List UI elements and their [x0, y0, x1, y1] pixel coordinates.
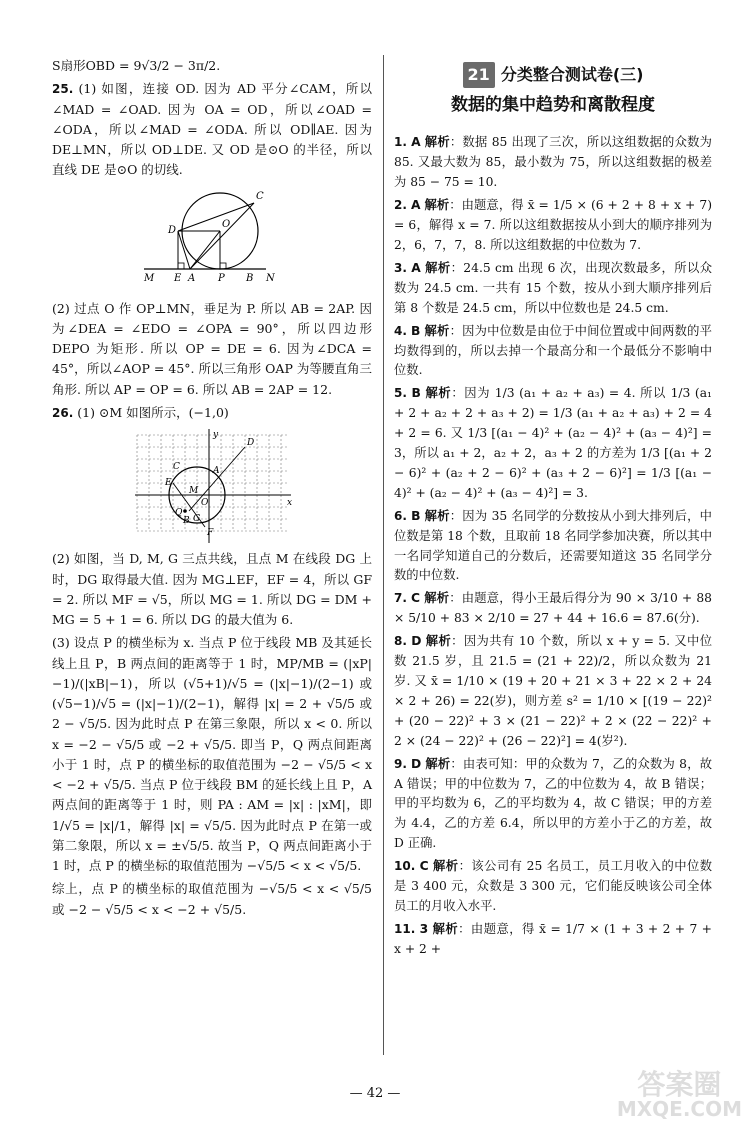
label-c2: C: [173, 462, 180, 473]
watermark-line1: 答案圈: [637, 1068, 722, 1101]
label-d2: D: [247, 438, 255, 449]
analysis-text: ：数据 85 出现了三次，所以这组数据的众数为 85. 又最大数为 85，最小数为 75，所以这组数据的极差为 85 − 75 = 10.: [394, 135, 712, 190]
q26-number: 26.: [52, 405, 74, 420]
answer-choice: A: [410, 198, 421, 213]
answer-list: [394, 133, 712, 959]
q25-number: 25.: [52, 82, 74, 97]
answer-number: 5.: [394, 386, 407, 401]
axis-label-y: y: [213, 430, 219, 441]
label-e: E: [174, 272, 182, 284]
analysis-text: ：由题意，得 x̄ = 1/5 × (6 + 2 + 8 + x + 7) = 6，解得 x = 7. 所以这组数据按从小到大的顺序排列为 2，6，7，7，8. 所以这组数据的中位数为 7.: [394, 198, 712, 252]
analysis-label: 解析: [424, 198, 450, 213]
label-m2: M: [189, 486, 199, 497]
answer-item: [394, 259, 712, 319]
label-d: D: [168, 224, 177, 236]
right-column: [394, 56, 712, 963]
answer-choice: 3: [419, 921, 429, 936]
analysis-label: 解析: [424, 591, 450, 606]
q25-part2: (2) 过点 O 作 OP⊥MN，垂足为 P. 所以 AB = 2AP. 因为∠DEA = ∠EDO = ∠OPA = 90°，所以四边形 DEPO 为矩形. 所以 OP = DE = 6. 因为∠DCA = 45°，所以∠AOP = 45°. 所以三角形 OAP 为等腰直角三角形. 所以 AP = OP = 6. 所以 AB = 2AP = 12.: [52, 300, 372, 397]
q26-part2: (2) 如图，当 D, M, G 三点共线，且点 M 在线段 DG 上时，DG 取得最大值. 因为 MG⊥EF，EF = 4，所以 GF = 2. 所以 MF = √5，所以 MG = 1. 所以 DG = DM + MG = 5 + 1 = 6. 所以 DG 的最大值为 6.: [52, 551, 372, 628]
answer-choice: A: [411, 135, 421, 150]
q25-part1: [52, 79, 372, 180]
q26-part3: (3) 设点 P 的横坐标为 x. 当点 P 位于线段 MB 及其延长线上且 P，B 两点间的距离等于 1 时，MP/MB = (|xP|−1)/(|xB|−1)，所以 (√5+1)/√5 = (|x|−1)/(2−1) 或 (√5−1)/√5 = (|x|−1)/(2−1)，解得 |x| = 2 + √5/5 或 2 − √5/5. 因为此时点 P 在第三象限，所以 x < 0. 所以 x = −2 − √5/5 或 −2 + √5/5. 即当 P，Q 两点间距离小于 1 时，点 P 的横坐标的取值范围为 −2 − √5/5 < x < −2 + √5/5. 当点 P 位于线段 BM 的延长线上且 P，A 两点间的距离等于 1 时，则 PA : AM = |x| : |xM|，即 1/√5 = |x|/1，解得 |x| = √5/5. 因为此时点 P 在第一或第二象限，所以 x = ±√5/5. 故当 P，Q 两点间距离小于 1 时，点 P 的横坐标的取值范围为 −√5/5 < x < √5/5.: [52, 635, 372, 874]
analysis-label: 解析: [425, 756, 451, 771]
analysis-label: 解析: [424, 135, 450, 150]
column-divider: [383, 55, 384, 1055]
q26-part1-text: (1) ⊙M 如图所示，(−1,0): [77, 404, 229, 420]
segment-oa: [190, 231, 220, 269]
answer-choice: B: [411, 386, 421, 401]
analysis-text: ：该公司有 25 名员工，员工月收入的中位数是 3 400 元，众数是 3 300 元，它们能反映该公司全体员工的月收入水平.: [394, 859, 712, 913]
analysis-text: ：因为 35 名同学的分数按从小到大排列后，中位数是第 18 个数，且取前 18 名同学参加决赛，所以其中一名同学知道自己的分数后，还需要知道这 35 名同学分数的中位数.: [394, 508, 712, 583]
label-p: P: [218, 272, 225, 284]
point-q: [183, 510, 187, 514]
answer-choice: C: [411, 591, 421, 606]
answer-choice: C: [419, 859, 429, 874]
answer-item: [394, 133, 712, 193]
circle-tangent-figure: [142, 185, 282, 295]
answer-number: 4.: [394, 323, 407, 338]
section-header: [394, 62, 712, 119]
right-angle-e: [178, 263, 184, 269]
label-f2: F: [207, 528, 214, 539]
segment-ca: [190, 203, 254, 269]
label-o: O: [222, 218, 231, 230]
analysis-label: 解析: [432, 921, 459, 936]
label-o2: O: [201, 498, 209, 509]
label-b: B: [246, 272, 254, 284]
answer-item: [394, 920, 712, 960]
answer-number: 10.: [394, 859, 416, 874]
label-m: M: [144, 272, 155, 284]
label-e2: E: [165, 478, 172, 489]
analysis-label: 解析: [425, 634, 452, 649]
analysis-text: ：24.5 cm 出现 6 次，出现次数最多，所以众数为 24.5 cm. 一共有 15 个数，按从小到大顺序排列后第 8 个数是 24.5 cm，所以中位数也是 24.5 cm.: [394, 260, 712, 315]
segment-dc: [178, 203, 254, 231]
sector-area-line: S扇形OBD = 9√3/2 − 3π/2.: [52, 58, 221, 73]
answer-choice: A: [411, 260, 421, 275]
answer-item: [394, 632, 712, 751]
label-a: A: [188, 272, 196, 284]
analysis-text: ：因为中位数是由位于中间位置或中间两数的平均数得到的，所以去掉一个最高分和一个最低分不影响中位数.: [394, 323, 712, 378]
label-a2: A: [213, 466, 220, 477]
watermark-logo: [617, 1070, 742, 1120]
answer-number: 8.: [394, 634, 407, 649]
answer-item: [394, 755, 712, 855]
answer-number: 9.: [394, 756, 407, 771]
answer-number: 2.: [394, 198, 407, 213]
analysis-label: 解析: [424, 508, 450, 523]
answer-item: [394, 196, 712, 256]
q25-part1-text: (1) 如图，连接 OD. 因为 AD 平分∠CAM，所以∠MAD = ∠OAD. 因为 OA = OD，所以∠OAD = ∠ODA，所以∠MAD = ∠ODA. 所以 OD∥AE. 因为 DE⊥MN，所以 OD⊥DE. 又 OD 是⊙O 的半径，所以直线 DE 是⊙O 的切线.: [52, 81, 372, 178]
analysis-text: ：由题意，得 x̄ = 1/7 × (1 + 3 + 2 + 7 + x + 2 +: [394, 921, 712, 956]
watermark-line2: MXQE.COM: [616, 1097, 742, 1121]
answer-item: [394, 384, 712, 503]
analysis-label: 解析: [424, 323, 450, 338]
axis-label-x: x: [287, 498, 293, 509]
answer-item: [394, 589, 712, 629]
test-title: 分类整合测试卷(三): [500, 65, 644, 84]
answer-number: 1.: [394, 135, 407, 150]
test-subtitle: 数据的集中趋势和离散程度: [451, 94, 655, 115]
q26-part1: [52, 403, 372, 423]
coordinate-grid-figure: [127, 427, 297, 545]
label-c: C: [256, 190, 264, 202]
analysis-label: 解析: [433, 859, 459, 874]
analysis-text: ：由题意，得小王最后得分为 90 × 3/10 + 88 × 5/10 + 83 × 2/10 = 27 + 44 + 16.6 = 87.6(分).: [394, 591, 712, 626]
label-g2: G: [193, 514, 201, 525]
answer-item: [394, 857, 712, 917]
label-n: N: [266, 272, 275, 284]
label-b2: B: [183, 516, 190, 527]
analysis-text: ：因为 1/3 (a₁ + a₂ + a₃) = 4. 所以 1/3 (a₁ + 2 + a₂ + 2 + a₃ + 2) = 1/3 (a₁ + a₂ + a₃) + 2 = 4 + 2 = 6. 又 1/3 [(a₁ − 4)² + (a₂ − 4)² + (a₃ − 4)²] = 3，所以 a₁ + 2，a₂ + 2，a₃ + 2 的方差为 1/3 [(a₁ + 2 − 6)² + (a₂ + 2 − 6)² + (a₃ + 2 − 6)²] = 1/3 [(a₁ − 4)² + (a₂ − 4)² + (a₃ − 4)²] = 3.: [394, 386, 712, 500]
answer-choice: D: [411, 634, 422, 649]
answer-item: [394, 322, 712, 382]
left-column: [52, 56, 372, 923]
q26-part4: 综上，点 P 的横坐标的取值范围为 −√5/5 < x < √5/5 或 −2 − √5/5 < x < −2 + √5/5.: [52, 881, 372, 917]
test-number-badge: 21: [463, 62, 495, 88]
answer-choice: B: [411, 508, 421, 523]
section-title-row: [394, 62, 712, 88]
answer-number: 11.: [394, 921, 416, 936]
analysis-text: ：因为共有 10 个数，所以 x + y = 5. 又中位数 21.5 岁，且 21.5 = (21 + 22)/2，所以众数为 21 岁. 又 x̄ = 1/10 × (19 + 20 + 21 × 3 + 22 × 2 + 24 × 2 + 26) = 22(岁)，则方差 s² = 1/10 × [(19 − 22)² + (20 − 22)² + 3 × (21 − 22)² + 2 × (22 − 22)² + 2 × (24 − 22)² + (26 − 22)²] = 4(岁²).: [394, 634, 712, 748]
label-q2: Q: [175, 508, 183, 519]
answer-choice: B: [411, 323, 421, 338]
answer-choice: D: [411, 756, 422, 771]
answer-number: 6.: [394, 508, 407, 523]
answer-number: 3.: [394, 260, 407, 275]
analysis-label: 解析: [425, 386, 452, 401]
answer-item: [394, 507, 712, 587]
segment-d-g: [189, 447, 245, 511]
analysis-text: ：由表可知：甲的众数为 7，乙的众数为 8，故 A 错误；甲的中位数为 7，乙的中位数为 4，故 B 错误；甲的平均数为 6，乙的平均数为 4，故 C 错误；甲的方差为 4.4，乙的方差 6.4，所以甲的方差小于乙的方差，故 D 正确.: [394, 756, 712, 851]
analysis-label: 解析: [425, 260, 451, 275]
dashed-grid: [137, 435, 287, 531]
page-number: — 42 —: [349, 1086, 401, 1101]
answer-number: 7.: [394, 591, 407, 606]
